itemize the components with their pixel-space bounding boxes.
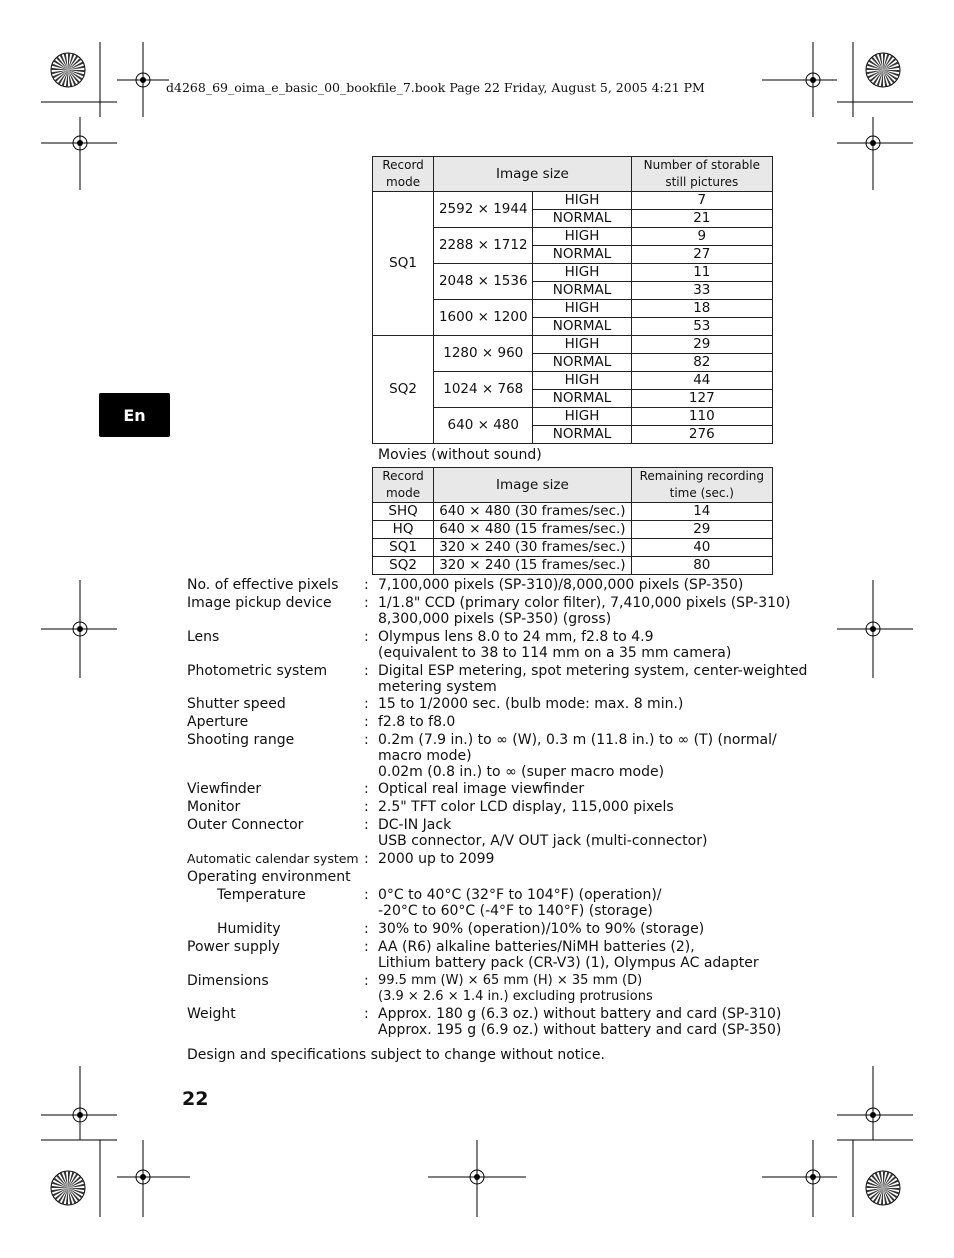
spec-value-line: -20°C to 60°C (-4°F to 140°F) (storage) <box>378 903 653 919</box>
image-size-cell: 2288 × 1712 <box>434 228 533 264</box>
spec-value-line: 0.02m (0.8 in.) to ∞ (super macro mode) <box>378 764 665 780</box>
spec-colon: : <box>364 577 369 593</box>
spec-value <box>378 973 653 1005</box>
spec-value-line: Optical real image viewfinder <box>378 781 585 797</box>
registration-mark-right-top <box>837 117 913 190</box>
spec-value <box>378 817 707 849</box>
movie-caption: Movies (without sound) <box>378 447 542 463</box>
spec-value-line: 2000 up to 2099 <box>378 851 495 867</box>
quality-cell: HIGH <box>533 192 631 210</box>
count-cell: 127 <box>631 390 772 408</box>
registration-mark-right-bottom <box>837 1066 913 1140</box>
spec-label: No. of effective pixels <box>187 577 339 593</box>
spec-colon: : <box>364 887 369 903</box>
count-cell: 11 <box>631 264 772 282</box>
spec-colon: : <box>364 595 369 611</box>
count-cell: 29 <box>631 336 772 354</box>
spec-value-line: Approx. 180 g (6.3 oz.) without battery and card (SP-310) <box>378 1006 782 1022</box>
record-mode-cell: SQ1 <box>373 192 434 336</box>
spec-value-line: 0°C to 40°C (32°F to 104°F) (operation)/ <box>378 887 662 903</box>
spec-label: Shutter speed <box>187 696 286 712</box>
spec-colon: : <box>364 799 369 815</box>
quality-cell: NORMAL <box>533 426 631 444</box>
image-size-cell: 320 × 240 (30 frames/sec.) <box>434 539 631 557</box>
spec-value <box>378 887 662 919</box>
spec-value <box>378 781 584 797</box>
table-row <box>373 539 773 557</box>
spec-value <box>378 732 777 780</box>
spec-label: Shooting range <box>187 732 295 748</box>
col-header-image-size: Image size <box>434 468 631 503</box>
spec-label: Viewfinder <box>187 781 262 797</box>
spec-value <box>378 595 790 627</box>
quality-cell: NORMAL <box>533 318 631 336</box>
table-row <box>373 521 773 539</box>
count-cell: 7 <box>631 192 772 210</box>
spec-value-line: macro mode) <box>378 748 472 764</box>
image-size-cell: 320 × 240 (15 frames/sec.) <box>434 557 631 575</box>
quality-cell: HIGH <box>533 300 631 318</box>
spec-value-line: 8,300,000 pixels (SP-350) (gross) <box>378 611 612 627</box>
star-target-icon <box>866 1171 900 1205</box>
language-tab: En <box>99 393 170 437</box>
spec-label: Temperature <box>217 887 306 903</box>
table-row <box>373 557 773 575</box>
registration-mark-left-top <box>41 117 117 190</box>
spec-label: Aperture <box>187 714 249 730</box>
image-size-cell: 640 × 480 (15 frames/sec.) <box>434 521 631 539</box>
quality-cell: NORMAL <box>533 210 631 228</box>
spec-colon: : <box>364 663 369 679</box>
record-mode-cell: HQ <box>373 521 434 539</box>
spec-value-line: Olympus lens 8.0 to 24 mm, f2.8 to 4.9 <box>378 629 654 645</box>
spec-colon: : <box>364 817 369 833</box>
footnote: Design and specifications subject to change without notice. <box>187 1047 605 1063</box>
count-cell: 9 <box>631 228 772 246</box>
spec-colon: : <box>364 629 369 645</box>
count-cell: 110 <box>631 408 772 426</box>
quality-cell: NORMAL <box>533 354 631 372</box>
spec-value-line: 0.2m (7.9 in.) to ∞ (W), 0.3 m (11.8 in.) to ∞ (T) (normal/ <box>378 732 777 748</box>
time-cell: 29 <box>631 521 772 539</box>
spec-value <box>378 629 731 661</box>
spec-colon: : <box>364 781 369 797</box>
quality-cell: HIGH <box>533 228 631 246</box>
record-mode-cell: SQ1 <box>373 539 434 557</box>
spec-label: Automatic calendar system <box>187 851 359 866</box>
spec-value <box>378 799 674 815</box>
registration-mark-top-right <box>762 42 837 117</box>
spec-value <box>378 696 683 712</box>
image-size-cell: 1024 × 768 <box>434 372 533 408</box>
spec-label: Lens <box>187 629 220 645</box>
quality-cell: HIGH <box>533 372 631 390</box>
image-size-cell: 640 × 480 (30 frames/sec.) <box>434 503 631 521</box>
star-target-icon <box>51 1171 85 1205</box>
spec-value <box>378 939 759 971</box>
spec-label: Operating environment <box>187 869 351 885</box>
record-mode-cell: SHQ <box>373 503 434 521</box>
table-row <box>373 503 773 521</box>
spec-label: Weight <box>187 1006 236 1022</box>
still-picture-table <box>372 156 773 444</box>
quality-cell: HIGH <box>533 336 631 354</box>
spec-label: Image pickup device <box>187 595 332 611</box>
spec-colon: : <box>364 696 369 712</box>
image-size-cell: 2048 × 1536 <box>434 264 533 300</box>
col-header-image-size: Image size <box>434 157 631 192</box>
quality-cell: NORMAL <box>533 282 631 300</box>
print-header: d4268_69_oima_e_basic_00_bookfile_7.book Page 22 Friday, August 5, 2005 4:21 PM <box>166 80 705 95</box>
spec-value-line: AA (R6) alkaline batteries/NiMH batteries (2), <box>378 939 695 955</box>
spec-value <box>378 663 807 695</box>
spec-colon: : <box>364 851 369 867</box>
spec-value-line: (3.9 × 2.6 × 1.4 in.) excluding protrusions <box>378 989 653 1004</box>
count-cell: 53 <box>631 318 772 336</box>
spec-value-line: USB connector, A/V OUT jack (multi-connector) <box>378 833 708 849</box>
table-row <box>373 192 773 210</box>
count-cell: 18 <box>631 300 772 318</box>
spec-value <box>378 577 743 593</box>
spec-value <box>378 714 455 730</box>
col-header-number-storable: Number of storable still pictures <box>631 157 772 192</box>
registration-mark-bottom-left <box>117 1140 190 1217</box>
spec-value-line: 7,100,000 pixels (SP-310)/8,000,000 pixels (SP-350) <box>378 577 744 593</box>
image-size-cell: 640 × 480 <box>434 408 533 444</box>
image-size-cell: 1280 × 960 <box>434 336 533 372</box>
record-mode-cell: SQ2 <box>373 557 434 575</box>
registration-mark-left-bottom <box>41 1066 117 1140</box>
table-row <box>373 336 773 354</box>
spec-value <box>378 1006 781 1038</box>
spec-label: Photometric system <box>187 663 328 679</box>
col-header-record-mode: Record mode <box>373 468 434 503</box>
spec-value-line: (equivalent to 38 to 114 mm on a 35 mm camera) <box>378 645 732 661</box>
count-cell: 33 <box>631 282 772 300</box>
count-cell: 44 <box>631 372 772 390</box>
count-cell: 21 <box>631 210 772 228</box>
spec-colon: : <box>364 921 369 937</box>
quality-cell: NORMAL <box>533 246 631 264</box>
spec-value-line: 99.5 mm (W) × 65 mm (H) × 35 mm (D) <box>378 973 643 988</box>
spec-value-line: DC-IN Jack <box>378 817 452 833</box>
spec-value-line: Digital ESP metering, spot metering system, center-weighted <box>378 663 808 679</box>
time-cell: 40 <box>631 539 772 557</box>
time-cell: 80 <box>631 557 772 575</box>
spec-colon: : <box>364 939 369 955</box>
spec-value-line: metering system <box>378 679 497 695</box>
quality-cell: HIGH <box>533 264 631 282</box>
spec-value-line: Lithium battery pack (CR-V3) (1), Olympus AC adapter <box>378 955 759 971</box>
spec-value-line: f2.8 to f8.0 <box>378 714 456 730</box>
count-cell: 276 <box>631 426 772 444</box>
record-mode-cell: SQ2 <box>373 336 434 444</box>
movie-table <box>372 467 773 575</box>
spec-label: Humidity <box>217 921 281 937</box>
spec-label: Monitor <box>187 799 241 815</box>
spec-colon: : <box>364 973 369 989</box>
spec-colon: : <box>364 1006 369 1022</box>
spec-value-line: Approx. 195 g (6.9 oz.) without battery and card (SP-350) <box>378 1022 782 1038</box>
col-header-remaining-time: Remaining recording time (sec.) <box>631 468 772 503</box>
spec-value-line: 30% to 90% (operation)/10% to 90% (storage) <box>378 921 705 937</box>
spec-value-line: 15 to 1/2000 sec. (bulb mode: max. 8 min.) <box>378 696 684 712</box>
star-target-icon <box>51 53 85 87</box>
image-size-cell: 2592 × 1944 <box>434 192 533 228</box>
spec-colon: : <box>364 714 369 730</box>
spec-label: Outer Connector <box>187 817 304 833</box>
registration-mark-bottom-right <box>762 1140 837 1217</box>
star-target-icon <box>866 53 900 87</box>
time-cell: 14 <box>631 503 772 521</box>
quality-cell: HIGH <box>533 408 631 426</box>
count-cell: 82 <box>631 354 772 372</box>
spec-value <box>378 921 704 937</box>
page-number: 22 <box>182 1088 209 1110</box>
image-size-cell: 1600 × 1200 <box>434 300 533 336</box>
col-header-record-mode: Record mode <box>373 157 434 192</box>
spec-label: Power supply <box>187 939 280 955</box>
spec-label: Dimensions <box>187 973 269 989</box>
spec-value-line: 1/1.8" CCD (primary color filter), 7,410,000 pixels (SP-310) <box>378 595 791 611</box>
spec-value <box>378 851 494 867</box>
count-cell: 27 <box>631 246 772 264</box>
spec-value-line: 2.5" TFT color LCD display, 115,000 pixels <box>378 799 674 815</box>
quality-cell: NORMAL <box>533 390 631 408</box>
spec-colon: : <box>364 732 369 748</box>
